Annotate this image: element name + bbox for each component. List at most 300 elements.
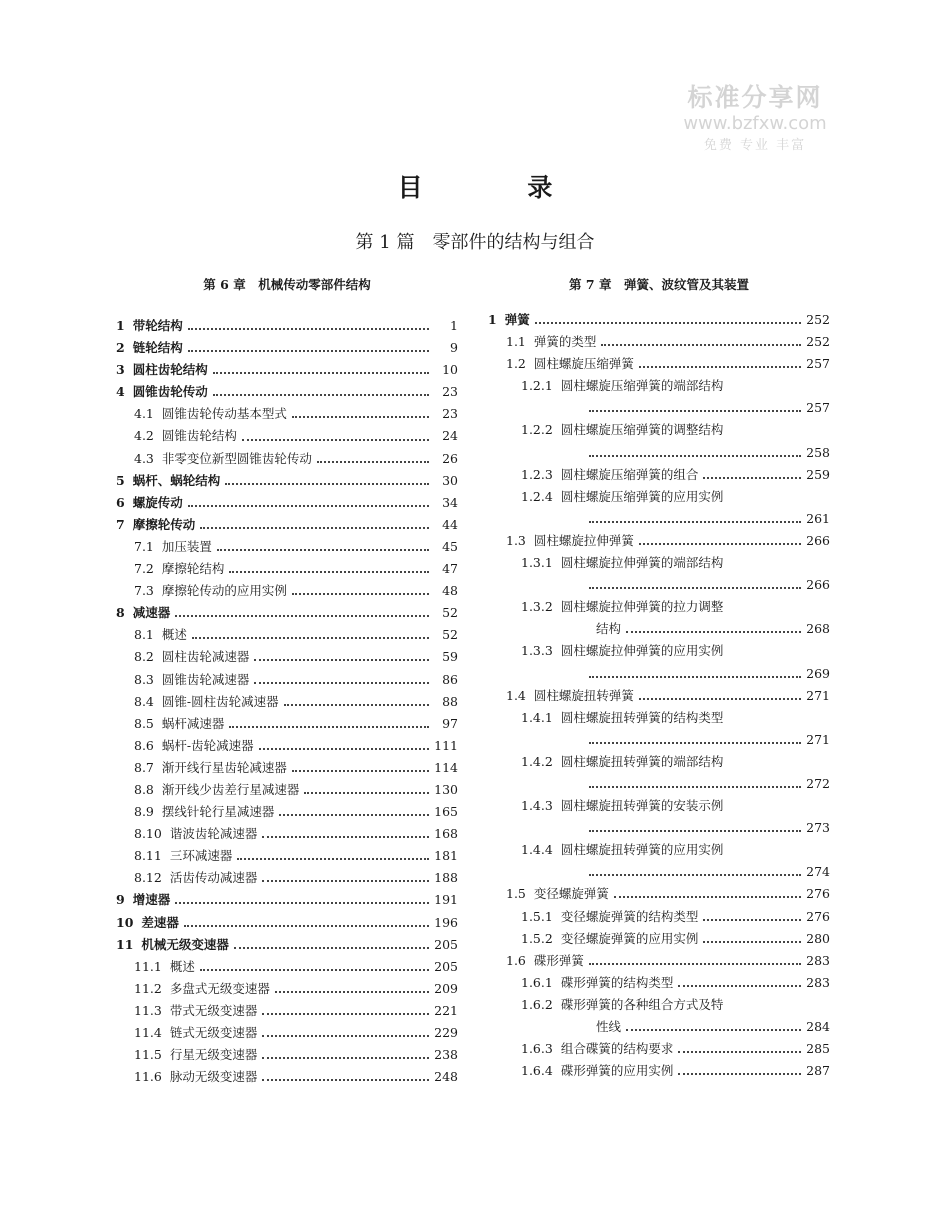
entry-number: 1.4.2 — [521, 753, 553, 769]
toc-entry[interactable] — [116, 448, 458, 470]
entry-title: 弹簧的类型 — [533, 334, 597, 350]
entry-page: 209 — [434, 980, 458, 996]
dot-leader — [279, 814, 429, 816]
dot-leader — [639, 543, 801, 545]
dot-leader — [589, 587, 801, 589]
toc-entry-continuation[interactable] — [488, 508, 830, 530]
dot-leader — [601, 344, 801, 346]
entry-title: 增速器 — [132, 892, 171, 908]
toc-entry[interactable] — [116, 337, 458, 359]
entry-page: 205 — [434, 936, 458, 952]
entry-number: 1 — [488, 312, 497, 327]
toc-entry[interactable] — [116, 602, 458, 624]
dot-leader — [192, 637, 429, 639]
entry-title: 摩擦轮结构 — [161, 561, 225, 577]
dot-leader — [175, 902, 429, 904]
entry-page: 261 — [806, 510, 830, 526]
entry-number: 1.6 — [506, 952, 526, 968]
entry-number: 8.5 — [134, 715, 154, 731]
toc-entry[interactable] — [488, 751, 830, 773]
entry-page: 181 — [434, 848, 458, 864]
dot-leader — [626, 1029, 801, 1031]
entry-number: 1.5.2 — [521, 930, 553, 946]
entry-title: 圆锥-圆柱齿轮减速器 — [161, 693, 279, 709]
watermark-slogan: 免费 专业 丰富 — [703, 138, 807, 153]
dot-leader — [200, 969, 429, 971]
dot-leader — [234, 947, 429, 949]
entry-title: 变径螺旋弹簧的应用实例 — [560, 930, 699, 946]
dot-leader — [626, 631, 801, 633]
toc-entry[interactable] — [116, 646, 458, 668]
toc-entry[interactable] — [488, 309, 830, 331]
entry-title: 带轮结构 — [132, 318, 183, 333]
entry-page: 168 — [434, 826, 458, 842]
toc-entry[interactable] — [116, 514, 458, 536]
entry-page: 10 — [442, 362, 458, 378]
dot-leader — [200, 527, 429, 529]
entry-page: 1 — [450, 318, 458, 333]
entry-number: 1.4.3 — [521, 798, 553, 814]
entry-page: 59 — [442, 649, 458, 665]
entry-number: 1.6.2 — [521, 996, 553, 1012]
toc-entry[interactable] — [116, 1022, 458, 1044]
entry-number: 2 — [116, 340, 125, 356]
toc-entry[interactable] — [488, 419, 830, 441]
toc-entry[interactable] — [488, 464, 830, 486]
entry-number: 7.3 — [134, 583, 154, 599]
entry-number: 1.5 — [506, 886, 526, 902]
entry-number: 7.2 — [134, 561, 154, 577]
entry-number: 8.9 — [134, 804, 154, 820]
dot-leader — [259, 748, 429, 750]
dot-leader — [292, 593, 429, 595]
entry-title: 概述 — [169, 958, 195, 974]
entry-page: 23 — [442, 384, 458, 400]
dot-leader — [262, 836, 429, 838]
toc-entry[interactable] — [116, 359, 458, 381]
entry-page: 252 — [806, 312, 830, 327]
dot-leader — [304, 792, 429, 794]
entry-title: 链式无级变速器 — [169, 1025, 258, 1040]
entry-page: 285 — [806, 1041, 830, 1057]
toc-entry[interactable] — [488, 839, 830, 861]
entry-page: 23 — [442, 406, 458, 422]
toc-list — [488, 309, 830, 1082]
entry-number: 1.1 — [506, 334, 526, 350]
toc-entry[interactable] — [488, 353, 830, 375]
toc-entry[interactable] — [116, 889, 458, 911]
entry-number: 1.2 — [506, 356, 526, 372]
entry-title: 摩擦轮传动 — [132, 516, 196, 532]
watermark-url: www.bzfxw.com — [683, 113, 827, 134]
toc-entry[interactable] — [116, 624, 458, 646]
toc-entry[interactable] — [116, 713, 458, 735]
toc-entry[interactable] — [488, 928, 830, 950]
dot-leader — [678, 985, 801, 987]
chapter-heading: 第 7 章 弹簧、波纹管及其装置 — [569, 277, 749, 292]
entry-number: 1.6.1 — [521, 974, 553, 990]
entry-title: 带式无级变速器 — [169, 1002, 258, 1018]
entry-page: 280 — [806, 930, 830, 946]
dot-leader — [262, 1079, 429, 1081]
entry-number: 10 — [116, 914, 134, 930]
entry-page: 284 — [806, 1019, 830, 1034]
entry-title: 圆柱螺旋压缩弹簧的组合 — [560, 466, 699, 482]
entry-page: 271 — [806, 731, 830, 747]
entry-title: 加压装置 — [161, 538, 212, 554]
entry-number: 1.4.1 — [521, 709, 553, 725]
entry-title: 圆柱螺旋扭转弹簧的安装示例 — [560, 798, 724, 814]
dot-leader — [284, 704, 429, 706]
toc-entry[interactable] — [116, 912, 458, 934]
entry-page: 283 — [806, 952, 830, 968]
toc-entry[interactable] — [116, 801, 458, 823]
entry-title: 概述 — [161, 627, 187, 643]
toc-entry[interactable] — [116, 867, 458, 889]
entry-title: 圆柱螺旋压缩弹簧 — [533, 356, 634, 372]
dot-leader — [275, 991, 429, 993]
chapter-heading: 第 6 章 机械传动零部件结构 — [203, 277, 371, 292]
entry-title: 圆柱螺旋扭转弹簧的端部结构 — [560, 753, 724, 769]
dot-leader — [703, 477, 801, 479]
entry-title: 圆柱螺旋扭转弹簧 — [533, 687, 634, 703]
entry-page: 191 — [434, 892, 458, 908]
entry-page: 45 — [442, 538, 458, 554]
entry-number: 11.1 — [134, 958, 162, 974]
entry-title: 圆锥齿轮传动基本型式 — [161, 406, 287, 422]
toc-entry[interactable] — [488, 530, 830, 552]
entry-title: 圆柱螺旋拉伸弹簧的拉力调整 — [560, 599, 724, 615]
entry-number: 1.6.3 — [521, 1041, 553, 1057]
entry-number: 8.4 — [134, 693, 154, 709]
entry-title: 圆锥齿轮结构 — [161, 428, 237, 444]
dot-leader — [217, 549, 429, 551]
entry-title: 活齿传动减速器 — [169, 870, 258, 886]
entry-title: 圆柱螺旋压缩弹簧的应用实例 — [560, 488, 724, 504]
toc-entry-continuation[interactable] — [488, 729, 830, 751]
toc-entry[interactable] — [488, 950, 830, 972]
entry-page: 111 — [434, 737, 458, 753]
toc-entry[interactable] — [116, 779, 458, 801]
dot-leader — [703, 941, 801, 943]
toc-entry[interactable] — [488, 640, 830, 662]
entry-page: 47 — [442, 561, 458, 577]
dot-leader — [639, 366, 801, 368]
toc-entry-continuation[interactable] — [488, 1016, 830, 1038]
dot-leader — [703, 919, 801, 921]
dot-leader — [184, 925, 429, 927]
entry-page: 52 — [442, 605, 458, 621]
toc-column-left — [116, 276, 458, 1088]
toc-entry[interactable] — [488, 1060, 830, 1082]
entry-page: 252 — [806, 334, 830, 350]
entry-number: 11.2 — [134, 980, 162, 996]
toc-entry-continuation[interactable] — [488, 618, 830, 640]
dot-leader — [589, 410, 801, 412]
entry-title: 蜗杆-齿轮减速器 — [161, 737, 254, 753]
entry-title: 圆柱螺旋压缩弹簧的端部结构 — [560, 378, 724, 394]
entry-title: 碟形弹簧的结构类型 — [560, 974, 674, 990]
toc-entry[interactable] — [488, 972, 830, 994]
entry-number: 7 — [116, 516, 125, 532]
entry-page: 24 — [442, 428, 458, 444]
entry-title: 摆线针轮行星减速器 — [161, 804, 275, 820]
entry-title: 脉动无级变速器 — [169, 1069, 258, 1085]
entry-number: 4 — [116, 384, 125, 400]
entry-title: 谐波齿轮减速器 — [169, 826, 258, 842]
entry-title: 圆锥齿轮减速器 — [161, 671, 250, 687]
entry-page: 44 — [442, 516, 458, 532]
dot-leader — [589, 742, 801, 744]
entry-title: 组合碟簧的结构要求 — [560, 1041, 674, 1057]
entry-page: 34 — [442, 494, 458, 510]
toc-entry-continuation[interactable] — [488, 442, 830, 464]
entry-number: 8.11 — [134, 848, 162, 864]
entry-number: 1.2.1 — [521, 378, 553, 394]
entry-title: 圆柱齿轮结构 — [132, 362, 208, 378]
dot-leader — [188, 350, 429, 352]
watermark-title: 标准分享网 — [687, 83, 823, 112]
toc-entry[interactable] — [116, 934, 458, 956]
toc-list — [116, 315, 458, 1088]
toc-entry[interactable] — [488, 906, 830, 928]
entry-number: 8.10 — [134, 826, 162, 842]
toc-entry-continuation[interactable] — [488, 397, 830, 419]
toc-entry[interactable] — [488, 1038, 830, 1060]
dot-leader — [678, 1073, 801, 1075]
entry-page: 276 — [806, 908, 830, 924]
entry-number: 1.2.2 — [521, 422, 553, 438]
entry-title: 圆柱螺旋扭转弹簧的应用实例 — [560, 842, 724, 858]
dot-leader — [589, 521, 801, 523]
toc-entry[interactable] — [116, 956, 458, 978]
dot-leader — [639, 698, 801, 700]
toc-entry[interactable] — [488, 994, 830, 1016]
entry-number: 8.8 — [134, 781, 154, 797]
toc-entry[interactable] — [116, 381, 458, 403]
entry-page: 97 — [442, 715, 458, 731]
entry-title: 圆锥齿轮传动 — [132, 384, 208, 400]
toc-entry[interactable] — [116, 757, 458, 779]
toc-entry[interactable] — [488, 685, 830, 707]
entry-number: 7.1 — [134, 538, 154, 554]
entry-page: 272 — [806, 775, 830, 791]
toc-entry[interactable] — [488, 795, 830, 817]
entry-title: 摩擦轮传动的应用实例 — [161, 583, 287, 599]
entry-title: 圆柱螺旋拉伸弹簧的端部结构 — [560, 555, 724, 571]
toc-entry[interactable] — [116, 580, 458, 602]
toc-entry[interactable] — [116, 978, 458, 1000]
entry-title: 螺旋传动 — [132, 494, 183, 510]
dot-leader — [614, 896, 801, 898]
entry-number: 1.3.2 — [521, 599, 553, 615]
entry-title: 非零变位新型圆锥齿轮传动 — [161, 450, 312, 466]
entry-page: 229 — [434, 1025, 458, 1040]
toc-entry[interactable] — [116, 691, 458, 713]
dot-leader — [254, 659, 429, 661]
entry-title: 碟形弹簧 — [533, 952, 584, 968]
entry-page: 266 — [806, 577, 830, 593]
dot-leader — [589, 786, 801, 788]
toc-entry[interactable] — [488, 883, 830, 905]
entry-page: 238 — [434, 1047, 458, 1063]
entry-page: 30 — [442, 472, 458, 488]
dot-leader — [229, 571, 429, 573]
entry-number: 4.2 — [134, 428, 154, 444]
entry-title: 圆柱螺旋拉伸弹簧 — [533, 532, 634, 548]
entry-number: 8.3 — [134, 671, 154, 687]
entry-title: 三环减速器 — [169, 848, 233, 864]
entry-page: 52 — [442, 627, 458, 643]
entry-number: 8.2 — [134, 649, 154, 665]
entry-page: 257 — [806, 400, 830, 416]
entry-number: 11.5 — [134, 1047, 162, 1063]
entry-number: 11 — [116, 936, 134, 952]
entry-page: 257 — [806, 356, 830, 372]
dot-leader — [589, 963, 801, 965]
entry-title-continued: 结构 — [596, 621, 622, 637]
dot-leader — [262, 1057, 429, 1059]
dot-leader — [262, 880, 429, 882]
toc-entry[interactable] — [488, 552, 830, 574]
entry-number: 8.12 — [134, 870, 162, 886]
dot-leader — [589, 455, 801, 457]
entry-title: 变径螺旋弹簧的结构类型 — [560, 908, 699, 924]
toc-entry[interactable] — [488, 331, 830, 353]
dot-leader — [213, 394, 429, 396]
entry-title: 差速器 — [141, 914, 179, 930]
entry-title: 弹簧 — [504, 312, 530, 327]
entry-number: 5 — [116, 472, 125, 488]
dot-leader — [678, 1051, 801, 1053]
dot-leader — [225, 483, 429, 485]
entry-number: 9 — [116, 892, 125, 908]
entry-title: 渐开线行星齿轮减速器 — [161, 759, 287, 775]
entry-page: 273 — [806, 820, 830, 836]
entry-number: 1.3.3 — [521, 643, 553, 659]
toc-entry[interactable] — [116, 536, 458, 558]
entry-page: 26 — [442, 450, 458, 466]
dot-leader — [262, 1035, 429, 1037]
entry-number: 1.3 — [506, 532, 526, 548]
dot-leader — [317, 461, 429, 463]
toc-entry[interactable] — [488, 707, 830, 729]
entry-title: 蜗杆、蜗轮结构 — [132, 472, 221, 488]
toc-entry-continuation[interactable] — [488, 574, 830, 596]
entry-page: 114 — [434, 759, 458, 775]
entry-page: 258 — [806, 444, 830, 460]
entry-title: 圆柱齿轮减速器 — [161, 649, 250, 665]
dot-leader — [589, 830, 801, 832]
entry-page: 268 — [806, 621, 830, 637]
entry-title: 多盘式无级变速器 — [169, 980, 270, 996]
toc-entry[interactable] — [116, 735, 458, 757]
entry-page: 205 — [434, 958, 458, 974]
toc-entry[interactable] — [488, 486, 830, 508]
entry-number: 4.3 — [134, 450, 154, 466]
entry-number: 8.1 — [134, 627, 154, 643]
dot-leader — [262, 1013, 429, 1015]
entry-number: 1.4.4 — [521, 842, 553, 858]
entry-page: 48 — [442, 583, 458, 599]
entry-page: 165 — [434, 804, 458, 820]
toc-entry-continuation[interactable] — [488, 817, 830, 839]
entry-title: 圆柱螺旋扭转弹簧的结构类型 — [560, 709, 724, 725]
entry-title: 链轮结构 — [132, 340, 183, 356]
entry-title: 碟形弹簧的应用实例 — [560, 1063, 674, 1079]
toc-entry-continuation[interactable] — [488, 861, 830, 883]
entry-page: 196 — [434, 914, 458, 930]
toc-entry[interactable] — [116, 425, 458, 447]
toc-entry[interactable] — [488, 596, 830, 618]
entry-page: 221 — [434, 1002, 458, 1018]
entry-title: 减速器 — [132, 605, 171, 621]
entry-title: 渐开线少齿差行星减速器 — [161, 781, 300, 797]
entry-number: 1.5.1 — [521, 908, 553, 924]
entry-page: 276 — [806, 886, 830, 902]
toc-entry[interactable] — [116, 823, 458, 845]
entry-number: 1.6.4 — [521, 1063, 553, 1079]
dot-leader — [535, 322, 801, 324]
entry-number: 1 — [116, 318, 125, 333]
dot-leader — [188, 328, 429, 330]
entry-number: 1.4 — [506, 687, 526, 703]
toc-entry[interactable] — [488, 375, 830, 397]
dot-leader — [188, 505, 429, 507]
dot-leader — [589, 676, 801, 678]
entry-number: 1.2.4 — [521, 488, 553, 504]
entry-title: 变径螺旋弹簧 — [533, 886, 609, 902]
entry-number: 6 — [116, 494, 125, 510]
toc-entry[interactable] — [116, 669, 458, 691]
toc-entry[interactable] — [116, 1000, 458, 1022]
entry-page: 88 — [442, 693, 458, 709]
entry-title: 行星无级变速器 — [169, 1047, 258, 1063]
toc-entry[interactable] — [116, 558, 458, 580]
dot-leader — [292, 770, 429, 772]
dot-leader — [589, 874, 801, 876]
toc-entry[interactable] — [116, 1066, 458, 1088]
entry-page: 266 — [806, 532, 830, 548]
toc-entry[interactable] — [116, 492, 458, 514]
entry-title: 圆柱螺旋压缩弹簧的调整结构 — [560, 422, 724, 438]
entry-page: 130 — [434, 781, 458, 797]
toc-entry[interactable] — [116, 1044, 458, 1066]
entry-number: 11.3 — [134, 1002, 162, 1018]
entry-title: 碟形弹簧的各种组合方式及特 — [560, 996, 724, 1012]
entry-number: 3 — [116, 362, 125, 378]
toc-entry-continuation[interactable] — [488, 663, 830, 685]
dot-leader — [292, 416, 429, 418]
entry-page: 9 — [450, 340, 458, 356]
entry-number: 11.6 — [134, 1069, 162, 1085]
entry-number: 8 — [116, 605, 125, 621]
entry-page: 188 — [434, 870, 458, 886]
entry-page: 259 — [806, 466, 830, 482]
toc-entry-continuation[interactable] — [488, 773, 830, 795]
toc-entry[interactable] — [116, 470, 458, 492]
toc-entry[interactable] — [116, 315, 458, 337]
entry-number: 11.4 — [134, 1025, 162, 1040]
toc-entry[interactable] — [116, 845, 458, 867]
entry-page: 274 — [806, 864, 830, 880]
entry-page: 271 — [806, 687, 830, 703]
entry-page: 287 — [806, 1063, 830, 1079]
entry-title: 圆柱螺旋拉伸弹簧的应用实例 — [560, 643, 724, 659]
toc-entry[interactable] — [116, 403, 458, 425]
page-title: 目 录 — [397, 173, 601, 202]
toc-column-right — [488, 276, 830, 1082]
